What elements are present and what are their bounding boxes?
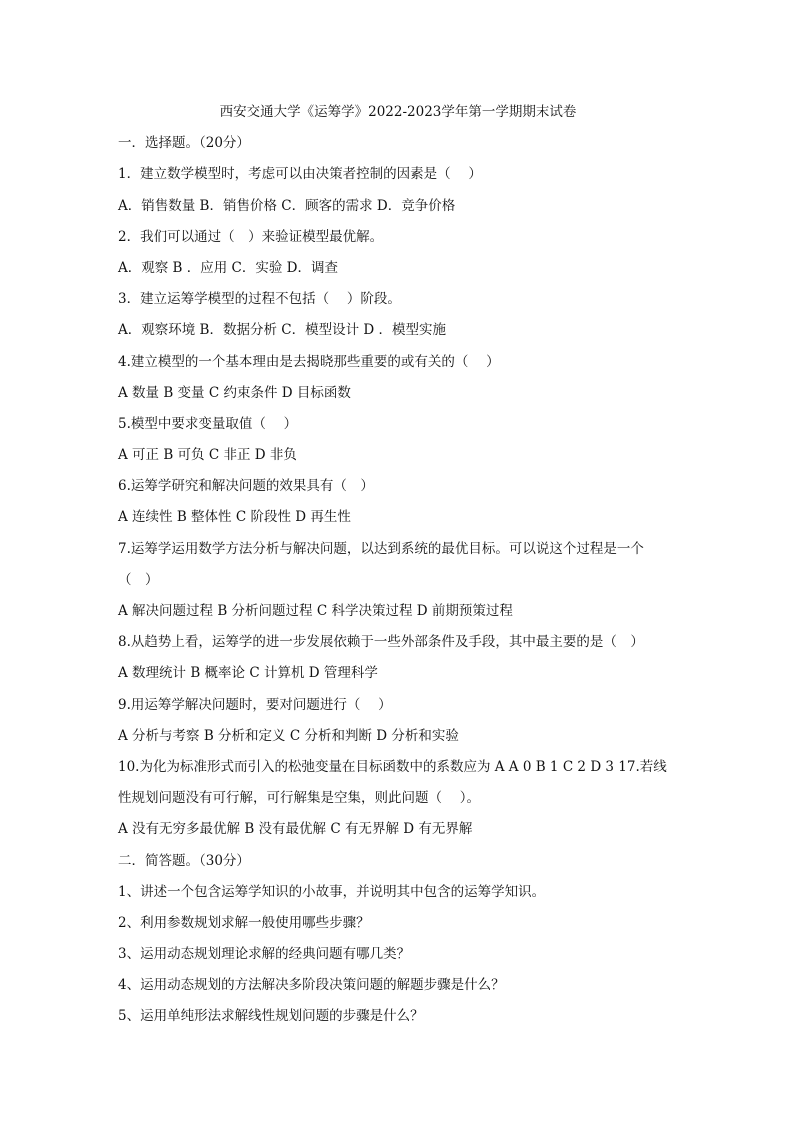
- text-line: 3．建立运筹学模型的过程不包括（ ）阶段。: [118, 291, 401, 308]
- text-line: （ ）: [118, 571, 159, 588]
- text-line: A 没有无穷多最优解 B 没有最优解 C 有无界解 D 有无界解: [118, 821, 473, 838]
- text-line: 2．我们可以通过（ ）来验证模型最优解。: [118, 228, 384, 245]
- text-line: A 数理统计 B 概率论 C 计算机 D 管理科学: [118, 665, 378, 682]
- page-title: 西安交通大学《运筹学》2022-2023学年第一学期期末试卷: [219, 104, 577, 120]
- exam-content: [118, 132, 678, 1036]
- text-line: 3、运用动态规划理论求解的经典问题有哪几类？: [118, 946, 411, 963]
- text-line: A．销售数量 B．销售价格 C．顾客的需求 D．竞争价格: [118, 197, 456, 214]
- text-line: 1．建立数学模型时，考虑可以由决策者控制的因素是（ ）: [118, 166, 482, 183]
- text-line: A 可正 B 可负 C 非正 D 非负: [118, 447, 297, 464]
- text-line: 10.为化为标准形式而引入的松弛变量在目标函数中的系数应为 A A 0 B 1 C 2 D 3 17.若线: [118, 758, 667, 775]
- text-line: 2、利用参数规划求解一般使用哪些步骤？: [118, 914, 370, 931]
- text-line: A 连续性 B 整体性 C 阶段性 D 再生性: [118, 509, 351, 526]
- text-line: 1、讲述一个包含运筹学知识的小故事，并说明其中包含的运筹学知识。: [118, 883, 546, 900]
- text-line: 5.模型中要求变量取值（ ）: [118, 415, 298, 432]
- text-line: A．观察 B ．应用 C．实验 D．调查: [118, 259, 338, 276]
- exam-page: [118, 101, 678, 1037]
- text-line: 5、运用单纯形法求解线性规划问题的步骤是什么？: [118, 1008, 424, 1025]
- text-line: 性规划问题没有可行解，可行解集是空集，则此问题（ ）。: [118, 790, 481, 807]
- text-line: 6.运筹学研究和解决问题的效果具有（ ）: [118, 478, 374, 495]
- text-line: 7.运筹学运用数学方法分析与解决问题，以达到系统的最优目标。可以说这个过程是一个: [118, 540, 644, 557]
- text-line: 8.从趋势上看，运筹学的进一步发展依赖于一些外部条件及手段，其中最主要的是（ ）: [118, 634, 644, 651]
- text-line: 4、运用动态规划的方法解决多阶段决策问题的解题步骤是什么？: [118, 977, 505, 994]
- text-line: A 数量 B 变量 C 约束条件 D 目标函数: [118, 384, 351, 401]
- text-line: A．观察环境 B．数据分析 C．模型设计 D ．模型实施: [118, 322, 446, 339]
- text-line: 一．选择题。（20分）: [118, 135, 250, 152]
- text-line: A 分析与考察 B 分析和定义 C 分析和判断 D 分析和实验: [118, 727, 459, 744]
- text-line: 4.建立模型的一个基本理由是去揭晓那些重要的或有关的（ ）: [118, 353, 500, 370]
- text-line: A 解决问题过程 B 分析问题过程 C 科学决策过程 D 前期预策过程: [118, 603, 513, 619]
- text-line: 9.用运筹学解决问题时，要对问题进行（ ）: [118, 696, 392, 713]
- text-line: 二．简答题。（30分）: [118, 852, 250, 869]
